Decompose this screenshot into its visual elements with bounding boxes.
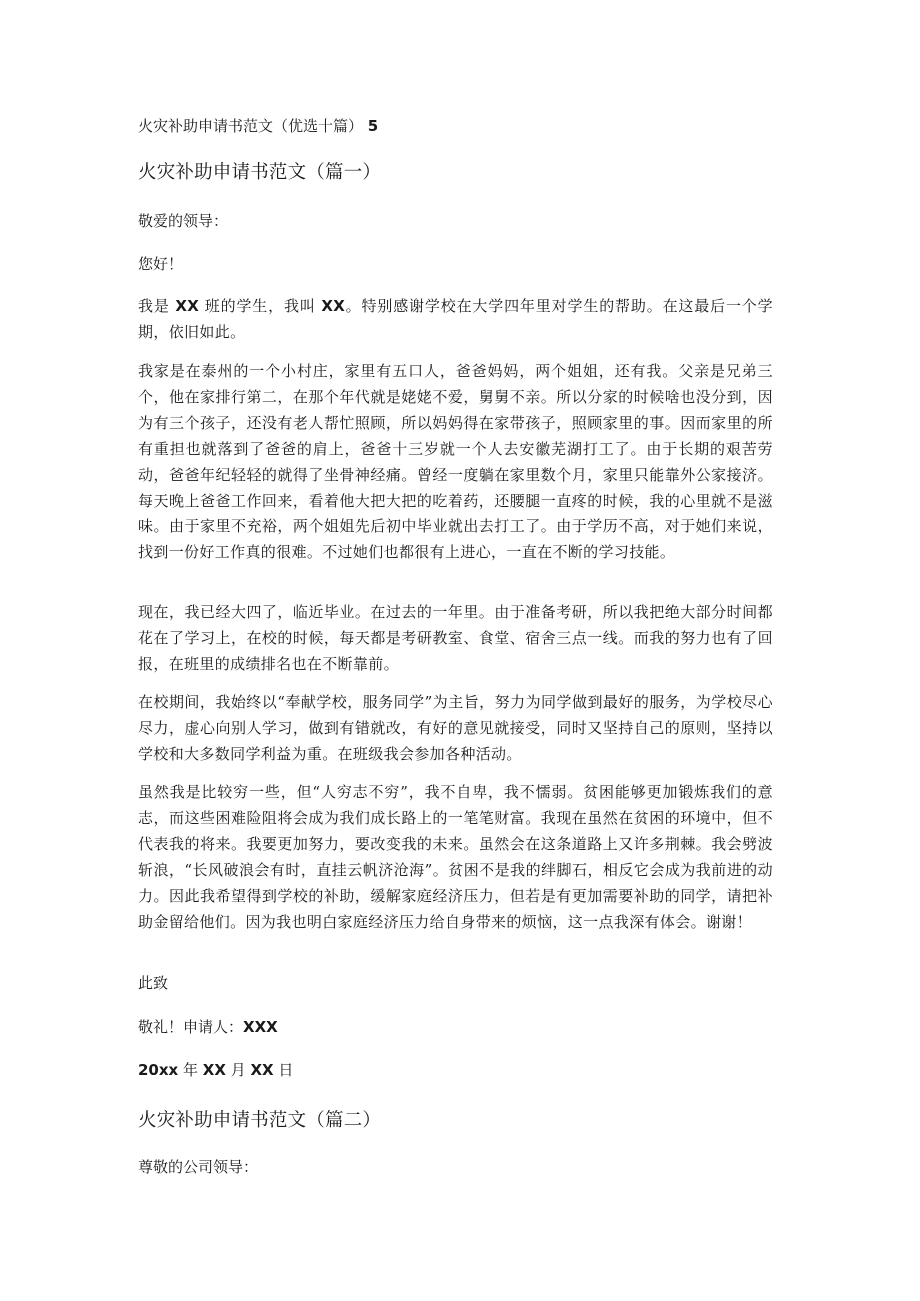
paragraph-intro xyxy=(138,294,773,346)
salutation-2: 尊敬的公司领导： xyxy=(138,1158,259,1176)
date-month: XX xyxy=(202,1061,226,1079)
applicant-placeholder: XXX xyxy=(243,1018,278,1036)
date-line xyxy=(138,1059,773,1081)
document-title-text: 火灾补助申请书范文（优选十篇） xyxy=(138,117,364,135)
intro-text-2: 班的学生，我叫 xyxy=(199,297,322,315)
document-title xyxy=(138,116,773,136)
paragraph-service: 在校期间，我始终以“奉献学校，服务同学”为主旨，努力为同学做到最好的服务，为学校尽心尽力，虚心向别人学习，做到有错就改，有好的意见就接受，同时又坚持自己的原则，坚持以学校和大多数同学利益为重。在班级我会参加各种活动。 xyxy=(138,693,773,763)
class-placeholder: XX xyxy=(175,297,200,315)
date-year-unit: 年 xyxy=(178,1061,203,1079)
salutation: 敬爱的领导： xyxy=(138,212,229,230)
date-month-unit: 月 xyxy=(225,1061,251,1079)
date-day: XX xyxy=(250,1061,274,1079)
name-placeholder: XX xyxy=(321,297,346,315)
intro-text-1: 我是 xyxy=(138,297,176,315)
regards-text: 敬礼！申请人： xyxy=(138,1018,244,1036)
paragraph-aspiration: 虽然我是比较穷一些，但“人穷志不穷”，我不自卑，我不懦弱。贫困能够更加锻炼我们的意志，而这些困难险阻将会成为我们成长路上的一笔笔财富。我现在虽然在贫困的环境中，但不代表我的将来。我要更加努力，要改变我的未来。虽然会在这条道路上又许多荆棘。我会劈波斩浪，“长风破浪会有时，直挂云帆济沧海”。贫困不是我的绊脚石，相反它会成为我前进的动力。因此我希望得到学校的补助，缓解家庭经济压力，但若是有更加需要补助的同学，请把补助金留给他们。因为我也明白家庭经济压力给自身带来的烦恼，这一点我深有体会。谢谢！ xyxy=(138,783,773,931)
document-title-number: 5 xyxy=(367,117,379,135)
greeting: 您好！ xyxy=(138,255,184,273)
paragraph-family: 我家是在泰州的一个小村庄，家里有五口人，爸爸妈妈，两个姐姐，还有我。父亲是兄弟三个，他在家排行第二，在那个年代就是姥姥不爱，舅舅不亲。所以分家的时候啥也没分到，因为有三个孩子，还没有老人帮忙照顾，所以妈妈得在家带孩子，照顾家里的事。因而家里的所有重担也就落到了爸爸的肩上，爸爸十三岁就一个人去安徽芜湖打工了。由于长期的艰苦劳动，爸爸年纪轻轻的就得了坐骨神经痛。曾经一度躺在家里数个月，家里只能靠外公家接济。每天晚上爸爸工作回来，看着他大把大把的吃着药，还腰腿一直疼的时候，我的心里就不是滋味。由于家里不充裕，两个姐姐先后初中毕业就出去打工了。由于学历不高，对于她们来说，找到一份好工作真的很难。不过她们也都很有上进心，一直在不断的学习技能。 xyxy=(138,362,773,562)
date-day-unit: 日 xyxy=(273,1061,294,1079)
date-year: 20xx xyxy=(138,1061,179,1079)
section-heading-1: 火灾补助申请书范文（篇一） xyxy=(138,162,382,183)
intro-text-3: 。特别感谢学校在大学四年里对学生的帮助。在这最后一个学期，依旧如此。 xyxy=(138,297,774,341)
section-heading-2: 火灾补助申请书范文（篇二） xyxy=(138,1110,382,1131)
regards-line xyxy=(138,1016,773,1038)
paragraph-study: 现在，我已经大四了，临近毕业。在过去的一年里。由于准备考研，所以我把绝大部分时间都花在了学习上，在校的时候，每天都是考研教室、食堂、宿舍三点一线。而我的努力也有了回报，在班里的成绩排名也在不断靠前。 xyxy=(138,603,773,673)
closing: 此致 xyxy=(138,974,169,992)
